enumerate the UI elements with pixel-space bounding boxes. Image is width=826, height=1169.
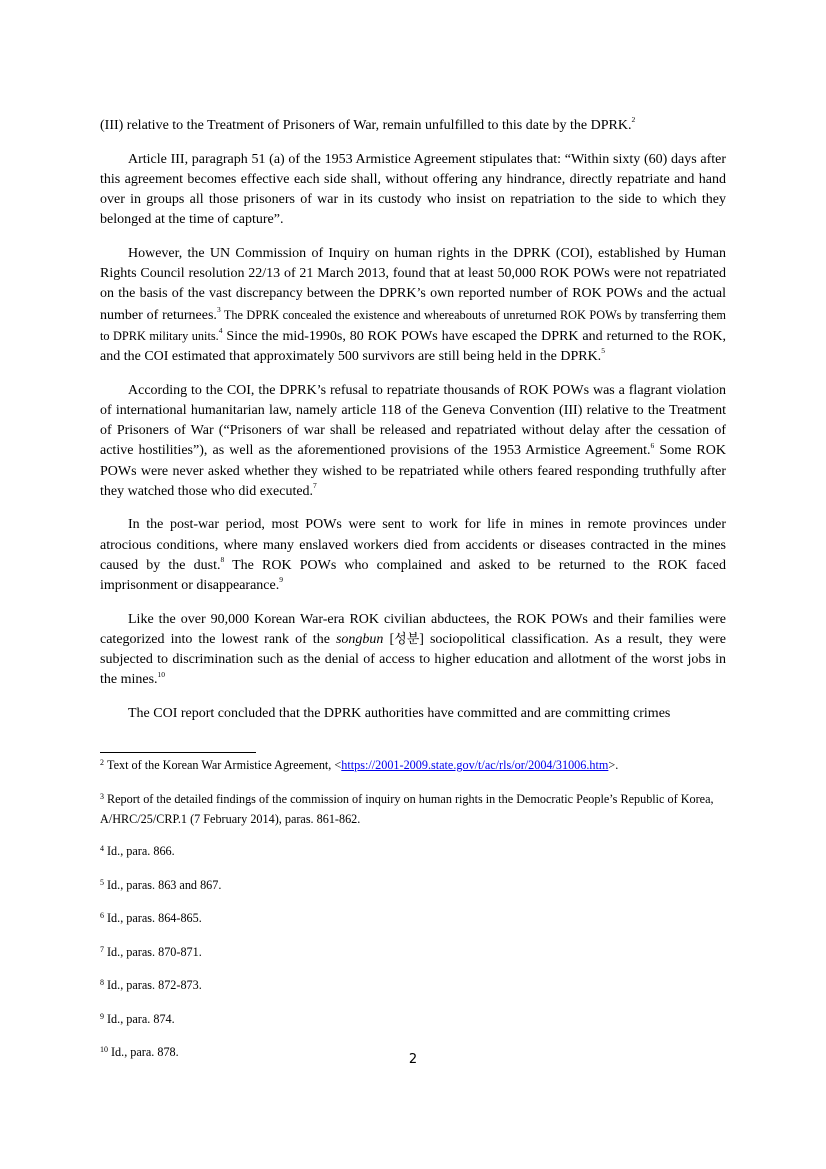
footnote-text: Id., paras. 870-871.: [107, 944, 202, 959]
paragraph-ihl-violation: [100, 381, 726, 502]
hangul-term: 성분: [394, 631, 420, 647]
paragraph-songbun: [100, 610, 726, 691]
footnote-3: [100, 790, 726, 829]
paragraph-text: In the post-war period, most POWs were sent to work for life in mines in remote provinces under atrocious conditions, where many enslaved workers died from accidents or diseases contracted in the mines caused by the dust.: [100, 517, 726, 573]
footnote-link[interactable]: https://2001-2009.state.gov/t/ac/rls/or/2004/31006.htm: [341, 758, 609, 772]
footnote-text: Id., paras. 863 and 867.: [107, 877, 222, 892]
paragraph-text: However, the UN Commission of Inquiry on human rights in the DPRK (COI), established by Human Rights Council resolution 22/13 of 21 March 2013, found that at least 50,000 ROK POWs were not repatriated on the basis of the vast discrepancy between the DPRK’s own reported number of ROK POWs and the actual number of returnees.: [100, 246, 726, 323]
footnote-6: [100, 909, 726, 929]
footnote-4: [100, 842, 726, 862]
italic-term: songbun: [335, 631, 384, 647]
footnote-2: [100, 756, 726, 776]
paragraph-armistice-article: [100, 150, 726, 231]
footnote-reference[interactable]: 8: [220, 555, 225, 565]
footnote-separator: [100, 752, 256, 753]
footnote-8: [100, 976, 726, 996]
footnote-9: [100, 1010, 726, 1030]
paragraph-text: Article III, paragraph 51 (a) of the 1953 Armistice Agreement stipulates that: “Within sixty (60) days after this agreement becomes effective each side shall, without offering any hindrance, directly repatriate and hand over in groups all those prisoners of war in its custody who insist on repatriation to the side to which they belonged at the time of capture”.: [100, 151, 726, 228]
footnote-number: 9: [100, 1011, 104, 1021]
footnote-reference[interactable]: 2: [631, 115, 636, 125]
footnote-number: 6: [100, 911, 104, 920]
footnote-number: 2: [100, 758, 104, 767]
paragraph-text: Some ROK POWs were never asked whether they wished to be repatriated while others feared responding truthfully after they watched those who did executed.: [100, 443, 726, 499]
footnote-text: Text of the Korean War Armistice Agreement, <: [107, 758, 342, 772]
footnote-number: 5: [100, 877, 104, 887]
footnote-text: >.: [608, 758, 619, 772]
paragraph-post-war-mines: [100, 515, 726, 596]
footnote-number: 8: [100, 978, 104, 987]
paragraph-text: Since the mid-1990s, 80 ROK POWs have escaped the DPRK and returned to the ROK, and the COI estimated that approximately 500 survivors are still being held in the DPRK.: [100, 328, 726, 365]
footnote-reference[interactable]: 5: [601, 346, 605, 356]
page-number: 2: [408, 1052, 418, 1067]
footnote-number: 7: [100, 944, 104, 954]
paragraph-text-small: The DPRK concealed the existence and whereabouts of unreturned ROK POWs by transferring them to DPRK military units.: [100, 307, 726, 343]
paragraph-continuation: [100, 116, 726, 136]
footnote-number: 10: [100, 1045, 108, 1054]
paragraph-text: According to the COI, the DPRK’s refusal to repatriate thousands of ROK POWs was a flagrant violation of international humanitarian law, namely article 118 of the Geneva Convention (III) relative to the Treatment of Prisoners of War (“Prisoners of war shall be released and repatriated without delay after the cessation of active hostilities”), as well as the aforementioned provisions of the 1953 Armistice Agreement.: [100, 382, 726, 459]
paragraph-text: The ROK POWs who complained and asked to be returned to the ROK faced imprisonment or disappearance.: [100, 557, 726, 594]
footnote-reference[interactable]: 4: [218, 326, 223, 336]
footnote-text: Id., para. 878.: [111, 1045, 179, 1059]
paragraph-text: [: [383, 631, 395, 647]
footnote-reference[interactable]: 9: [279, 575, 283, 585]
footnote-text: Id., para. 866.: [107, 844, 175, 858]
body-text: [100, 116, 726, 724]
footnote-reference[interactable]: 10: [157, 669, 166, 679]
footnote-reference[interactable]: 6: [650, 440, 655, 450]
footnote-text: Id., paras. 864-865.: [107, 911, 202, 925]
paragraph-text: (III) relative to the Treatment of Prisoners of War, remain unfulfilled to this date by the DPRK.: [100, 118, 632, 133]
paragraph-text: The COI report concluded that the DPRK authorities have committed and are committing crimes: [128, 706, 671, 722]
footnote-reference[interactable]: 3: [216, 304, 221, 314]
footnote-text: Report of the detailed findings of the commission of inquiry on human rights in the Democratic People’s Republic of Korea, A/HRC/25/CRP.1 (7 February 2014), paras. 861-862.: [100, 791, 714, 826]
paragraph-coi-findings: [100, 244, 726, 367]
footnote-text: Id., para. 874.: [107, 1011, 175, 1026]
footnote-number: 3: [100, 791, 104, 801]
paragraph-coi-conclusion: [100, 704, 726, 724]
footnote-reference[interactable]: 7: [313, 481, 317, 491]
paragraph-text: Like the over 90,000 Korean War-era ROK civilian abductees, the ROK POWs and their families were categorized into the lowest rank of the: [100, 611, 726, 647]
footnote-7: [100, 943, 726, 963]
footnote-5: [100, 876, 726, 896]
footnotes: [100, 756, 726, 1077]
footnote-number: 4: [100, 844, 104, 853]
paragraph-text: ] sociopolitical classification. As a result, they were subjected to discrimination such as the denial of access to higher education and allotment of the worst jobs in the mines.: [100, 631, 726, 688]
footnote-text: Id., paras. 872-873.: [107, 978, 202, 992]
